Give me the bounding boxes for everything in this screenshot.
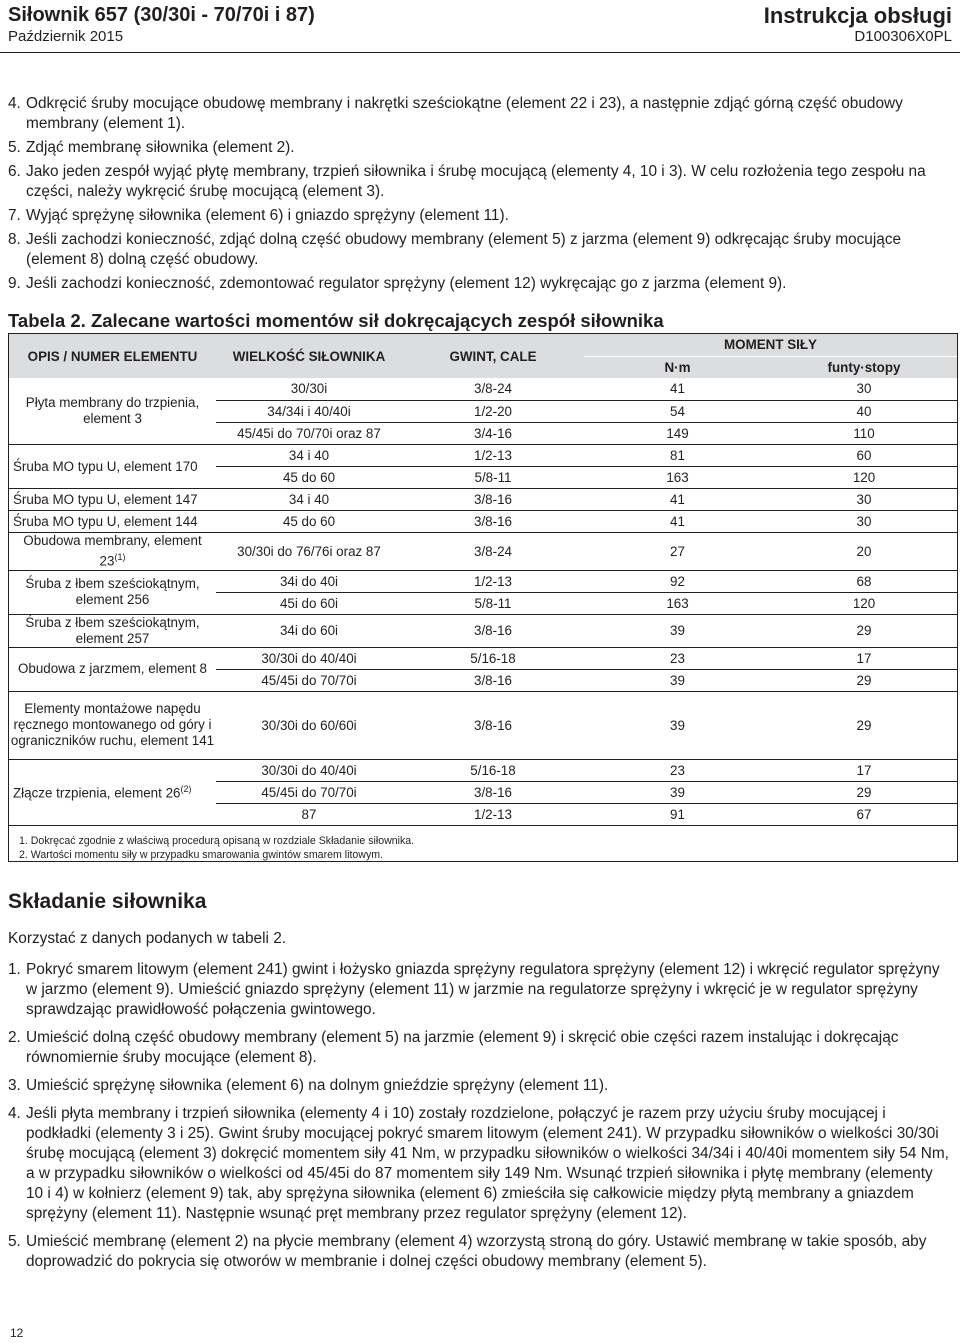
assembly-steps	[8, 960, 952, 1272]
actuator-size-cell: 45/45i do 70/70i	[216, 669, 402, 691]
torque-ftlb-cell: 60	[771, 444, 957, 466]
step-item	[8, 162, 952, 202]
thread-cell: 3/8-24	[402, 378, 584, 400]
thread-cell: 3/8-16	[402, 691, 584, 759]
step-number: 6.	[8, 163, 21, 180]
footnote: 2. Wartości momentu siły w przypadku smarowania gwintów smarem litowym.	[19, 849, 384, 861]
step-item	[8, 960, 952, 1020]
thread-cell: 1/2-13	[402, 444, 584, 466]
page-number: 12	[10, 1326, 24, 1340]
table-row	[9, 532, 957, 570]
step-item	[8, 206, 952, 226]
element-description: Płyta membrany do trzpienia, element 3	[9, 378, 216, 444]
thread-cell: 1/2-20	[402, 400, 584, 422]
step-number: 8.	[8, 231, 21, 248]
table-row	[9, 691, 957, 759]
actuator-size-cell: 30/30i	[216, 378, 402, 400]
thread-cell: 3/8-16	[402, 669, 584, 691]
step-text: Wyjąć sprężynę siłownika (element 6) i gniazdo sprężyny (element 11).	[26, 207, 509, 224]
footnote: 1. Dokręcać zgodnie z właściwą procedurą opisaną w rozdziale Składanie siłownika.	[19, 835, 415, 847]
step-item	[8, 274, 952, 294]
actuator-size-cell: 45 do 60	[216, 510, 402, 532]
torque-ftlb-cell: 29	[771, 781, 957, 803]
torque-ftlb-cell: 120	[771, 466, 957, 488]
torque-nm-cell: 39	[584, 669, 771, 691]
step-text: Jeśli zachodzi konieczność, zdemontować regulator sprężyny (element 12) wykręcając go z jarzma (element 9).	[26, 275, 787, 292]
thread-cell: 1/2-13	[402, 803, 584, 825]
actuator-size-cell: 30/30i do 40/40i	[216, 647, 402, 669]
table-row	[9, 378, 957, 400]
torque-ftlb-cell: 110	[771, 422, 957, 444]
torque-ftlb-cell: 30	[771, 378, 957, 400]
torque-table	[9, 334, 957, 826]
step-text: Zdjąć membranę siłownika (element 2).	[26, 139, 295, 156]
table-title-text: Zalecane wartości momentów sił dokręcających zespół siłownika	[85, 310, 664, 331]
thread-cell: 1/2-13	[402, 570, 584, 592]
thread-cell: 3/8-16	[402, 510, 584, 532]
step-number: 4.	[8, 1105, 21, 1122]
table-row	[9, 444, 957, 466]
torque-nm-cell: 92	[584, 570, 771, 592]
torque-ftlb-cell: 29	[771, 614, 957, 647]
actuator-size-cell: 45i do 60i	[216, 592, 402, 614]
element-description: Śruba MO typu U, element 147	[9, 488, 216, 510]
actuator-size-cell: 34 i 40	[216, 488, 402, 510]
element-description: Elementy montażowe napędu ręcznego montowanego od góry i ograniczników ruchu, element 141	[9, 691, 216, 759]
torque-nm-cell: 39	[584, 691, 771, 759]
torque-nm-cell: 163	[584, 592, 771, 614]
element-description: Obudowa membrany, element 23$^{(1)}$	[9, 532, 216, 570]
torque-ftlb-cell: 120	[771, 592, 957, 614]
thread-cell: 5/16-18	[402, 759, 584, 781]
header-actuator-size: WIELKOŚĆ SIŁOWNIKA	[216, 334, 402, 378]
actuator-size-cell: 30/30i do 60/60i	[216, 691, 402, 759]
step-item	[8, 1232, 952, 1272]
header-ftlb: funty·stopy	[771, 356, 957, 378]
thread-cell: 5/8-11	[402, 592, 584, 614]
actuator-size-cell: 30/30i do 40/40i	[216, 759, 402, 781]
thread-cell: 3/8-16	[402, 614, 584, 647]
document-date: Październik 2015	[8, 28, 124, 45]
step-number: 4.	[8, 95, 21, 112]
element-description: Śruba z łbem sześciokątnym, element 257	[9, 614, 216, 647]
torque-nm-cell: 23	[584, 759, 771, 781]
torque-ftlb-cell: 68	[771, 570, 957, 592]
disassembly-steps	[8, 94, 952, 294]
torque-ftlb-cell: 40	[771, 400, 957, 422]
actuator-size-cell: 45/45i do 70/70i	[216, 781, 402, 803]
step-item	[8, 94, 952, 134]
header-description: OPIS / NUMER ELEMENTU	[9, 334, 216, 378]
table-row	[9, 570, 957, 592]
torque-nm-cell: 41	[584, 510, 771, 532]
step-text: Odkręcić śruby mocujące obudowę membrany i nakrętki sześciokątne (element 22 i 23), a następnie zdjąć górną część obudowy membrany (element 1).	[26, 95, 903, 132]
torque-nm-cell: 23	[584, 647, 771, 669]
table-row	[9, 510, 957, 532]
torque-nm-cell: 41	[584, 378, 771, 400]
torque-table-body	[9, 378, 957, 825]
step-text: Jeśli zachodzi konieczność, zdjąć dolną część obudowy membrany (element 5) z jarzma (element 9) odkręcając śruby mocujące (element 8) dolną część obudowy.	[26, 231, 902, 268]
step-text: Jeśli płyta membrany i trzpień siłownika (elementy 4 i 10) zostały rozdzielone, połączyć je razem przy użyciu śruby mocującej i podkładki (elementy 3 i 25). Gwint śruby mocującej pokryć smarem litowym (element 241). W przypadku siłowników o wielkości 30/30i śrubę mocującą (element 3) dokręcić momentem siły 41 Nm, w przypadku siłowników o wielkości 34/34i i 40/40i momentem siły 54 Nm, a w przypadku siłowników o wielkości od 45/45i do 87 momentem siły 149 Nm. Wsunąć trzpień siłownika i płytę membrany (elementy 10 i 4) w kołnierz (element 9) tak, aby sprężyna siłownika (element 6) zmieściła się całkowicie między płytą membrany a gniazdem sprężyny (element 11). Następnie wsunąć pręt membrany przez regulator sprężyny (element 12).	[26, 1105, 949, 1222]
page-header	[0, 0, 960, 52]
step-item	[8, 138, 952, 158]
table-title-prefix: Tabela 2.	[8, 310, 86, 331]
step-item	[8, 1028, 952, 1068]
step-text: Umieścić membranę (element 2) na płycie membrany (element 4) wzorzystą stroną do góry. Ustawić membranę w takie sposób, aby doprowadzić do pokrycia się otworów w membranie i dolnej części obudowy membrany (element 5).	[26, 1233, 927, 1270]
element-description: Śruba z łbem sześciokątnym, element 256	[9, 570, 216, 614]
torque-nm-cell: 27	[584, 532, 771, 570]
torque-table-container	[8, 333, 958, 862]
step-text: Umieścić sprężynę siłownika (element 6) na dolnym gnieździe sprężyny (element 11).	[26, 1077, 609, 1094]
header-thread: GWINT, CALE	[402, 334, 584, 378]
torque-ftlb-cell: 67	[771, 803, 957, 825]
step-item	[8, 1076, 952, 1096]
step-number: 5.	[8, 1233, 21, 1250]
torque-nm-cell: 39	[584, 781, 771, 803]
torque-nm-cell: 81	[584, 444, 771, 466]
footnote-marker: (2)	[180, 783, 192, 794]
torque-ftlb-cell: 20	[771, 532, 957, 570]
step-text: Pokryć smarem litowym (element 241) gwint i łożysko gniazda sprężyny regulatora sprężyny (element 12) i wkręcić regulator sprężyny w jarzmo (element 9). Umieścić gniazdo sprężyny (element 11) w jarzmie na regulatorze sprężyny i wkręcić je w regulator sprężyny sprawdzając prawidłowość połączenia gwintowego.	[26, 961, 940, 1018]
torque-nm-cell: 54	[584, 400, 771, 422]
torque-nm-cell: 91	[584, 803, 771, 825]
document-number: D100306X0PL	[854, 28, 952, 45]
thread-cell: 3/8-24	[402, 532, 584, 570]
table-title	[8, 310, 664, 332]
table-row	[9, 614, 957, 647]
thread-cell: 5/16-18	[402, 647, 584, 669]
header-torque: MOMENT SIŁY	[584, 334, 957, 356]
thread-cell: 3/8-16	[402, 488, 584, 510]
section-intro: Korzystać z danych podanych w tabeli 2.	[8, 930, 287, 947]
actuator-size-cell: 30/30i do 76/76i oraz 87	[216, 532, 402, 570]
torque-ftlb-cell: 30	[771, 488, 957, 510]
actuator-size-cell: 45/45i do 70/70i oraz 87	[216, 422, 402, 444]
table-footnotes	[19, 834, 414, 862]
torque-nm-cell: 39	[584, 614, 771, 647]
step-number: 2.	[8, 1029, 21, 1046]
thread-cell: 3/8-16	[402, 781, 584, 803]
torque-ftlb-cell: 29	[771, 691, 957, 759]
step-number: 7.	[8, 207, 21, 224]
element-description: Śruba MO typu U, element 144	[9, 510, 216, 532]
header-nm: N·m	[584, 356, 771, 378]
footnote-marker: (1)	[114, 551, 126, 562]
step-number: 9.	[8, 275, 21, 292]
torque-ftlb-cell: 17	[771, 759, 957, 781]
actuator-size-cell: 87	[216, 803, 402, 825]
element-description: Obudowa z jarzmem, element 8	[9, 647, 216, 691]
torque-nm-cell: 41	[584, 488, 771, 510]
step-number: 5.	[8, 139, 21, 156]
step-item	[8, 230, 952, 270]
step-text: Jako jeden zespół wyjąć płytę membrany, trzpień siłownika i śrubę mocującą (elementy 4, 10 i 3). W celu rozłożenia tego zespołu na części, należy wykręcić śrubę mocującą (element 3).	[26, 163, 926, 200]
actuator-size-cell: 34i do 60i	[216, 614, 402, 647]
element-description: Złącze trzpienia, element 26$^{(2)}$	[9, 759, 216, 825]
element-description: Śruba MO typu U, element 170	[9, 444, 216, 488]
torque-ftlb-cell: 29	[771, 669, 957, 691]
section-title: Składanie siłownika	[8, 890, 207, 913]
actuator-size-cell: 45 do 60	[216, 466, 402, 488]
actuator-size-cell: 34/34i i 40/40i	[216, 400, 402, 422]
document-title: Siłownik 657 (30/30i - 70/70i i 87)	[8, 4, 315, 26]
document-type: Instrukcja obsługi	[763, 3, 952, 28]
torque-ftlb-cell: 30	[771, 510, 957, 532]
thread-cell: 3/4-16	[402, 422, 584, 444]
actuator-size-cell: 34 i 40	[216, 444, 402, 466]
thread-cell: 5/8-11	[402, 466, 584, 488]
header-divider	[0, 52, 960, 53]
step-item	[8, 1104, 952, 1224]
torque-nm-cell: 149	[584, 422, 771, 444]
step-number: 3.	[8, 1077, 21, 1094]
torque-nm-cell: 163	[584, 466, 771, 488]
torque-ftlb-cell: 17	[771, 647, 957, 669]
table-row	[9, 759, 957, 781]
table-row	[9, 647, 957, 669]
step-number: 1.	[8, 961, 21, 978]
actuator-size-cell: 34i do 40i	[216, 570, 402, 592]
table-row	[9, 488, 957, 510]
step-text: Umieścić dolną część obudowy membrany (element 5) na jarzmie (element 9) i skręcić obie części razem instalując i dokręcając równomiernie śruby mocujące (element 8).	[26, 1029, 899, 1066]
